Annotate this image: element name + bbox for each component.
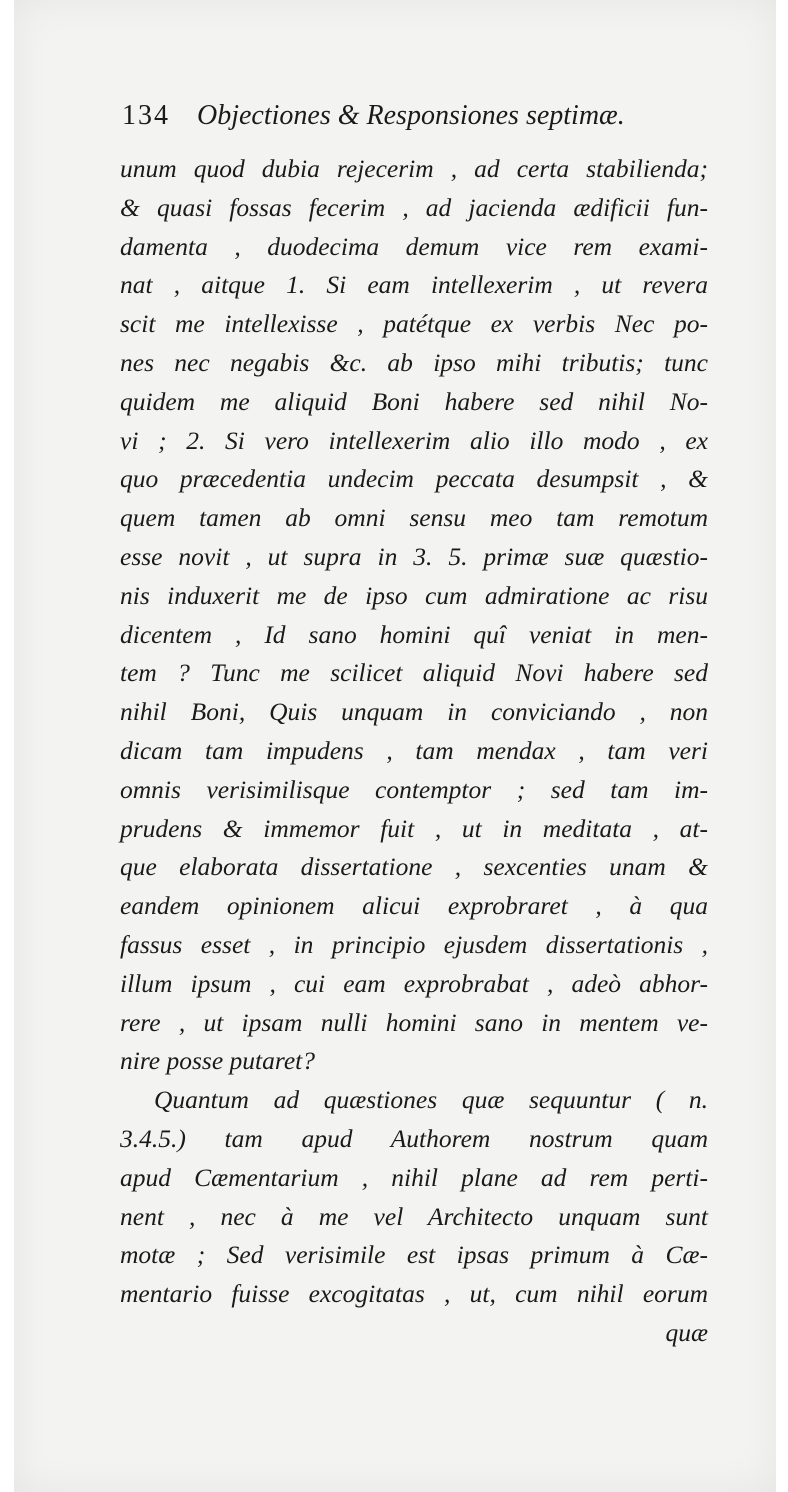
scan-margin (0, 0, 14, 1492)
text-line: dicentem , Id sano homini quî veniat in men- (120, 619, 708, 649)
text-line: unum quod dubia rejecerim , ad certa stabilienda; (120, 154, 708, 183)
text-line: prudens & immemor fuit , ut in meditata , at- (120, 813, 708, 843)
text-line: nent , nec à me vel Architecto unquam sunt (120, 1201, 708, 1231)
text-line: nihil Boni, Quis unquam in conviciando , non (120, 697, 708, 727)
text-line: illum ipsum , cui eam exprobrabat , adeò abhor- (120, 968, 708, 998)
text-line: vi ; 2. Si vero intellexerim alio illo modo , ex (120, 425, 708, 455)
text-line: motæ ; Sed verisimile est ipsas primum à Cæ- (120, 1240, 708, 1270)
text-line: nes nec negabis &c. ab ipso mihi tributis; tunc (120, 347, 708, 377)
text-line: quo præcedentia undecim peccata desumpsit , & (120, 464, 708, 494)
text-line: damenta , duodecima demum vice rem exami- (120, 231, 708, 261)
text-line: & quasi fossas fecerim , ad jacienda ædificii fun- (120, 192, 708, 222)
text-line: eandem opinionem alicui exprobraret , à qua (120, 891, 708, 921)
text-line: quidem me aliquid Boni habere sed nihil No- (120, 386, 708, 416)
running-title: Objectiones & Responsiones septimæ. (197, 100, 625, 131)
text-line: nis induxerit me de ipso cum admiratione ac risu (120, 580, 708, 610)
text-line: tem ? Tunc me scilicet aliquid Novi habere sed (120, 658, 708, 688)
text-line: 3.4.5.) tam apud Authorem nostrum quam (120, 1123, 708, 1153)
text-line: esse novit , ut supra in 3. 5. primæ suæ quæstio- (120, 541, 708, 571)
text-line: fassus esset , in principio ejusdem dissertationis , (120, 929, 708, 959)
paragraph-start-line: Quantum ad quæstiones quæ sequuntur ( n. (154, 1085, 708, 1115)
page-header (122, 98, 682, 134)
catchword: quæ (665, 1317, 708, 1347)
text-line: nire posse putaret? (120, 1046, 316, 1076)
text-line: apud Cæmentarium , nihil plane ad rem perti- (120, 1162, 708, 1192)
page-number: 134 (122, 100, 170, 131)
text-line: quem tamen ab omni sensu meo tam remotum (120, 503, 708, 533)
text-line: mentario fuisse excogitatas , ut, cum nihil eorum (120, 1279, 708, 1309)
text-line: dicam tam impudens , tam mendax , tam veri (120, 735, 708, 765)
body-text (120, 150, 708, 1353)
text-line: nat , aitque 1. Si eam intellexerim , ut revera (120, 270, 708, 300)
text-line: scit me intellexisse , patétque ex verbis Nec po- (120, 309, 708, 339)
text-line: rere , ut ipsam nulli homini sano in mentem ve- (120, 1007, 708, 1037)
text-line: omnis verisimilisque contemptor ; sed tam im- (120, 774, 708, 804)
text-line: que elaborata dissertatione , sexcenties unam & (120, 852, 708, 882)
